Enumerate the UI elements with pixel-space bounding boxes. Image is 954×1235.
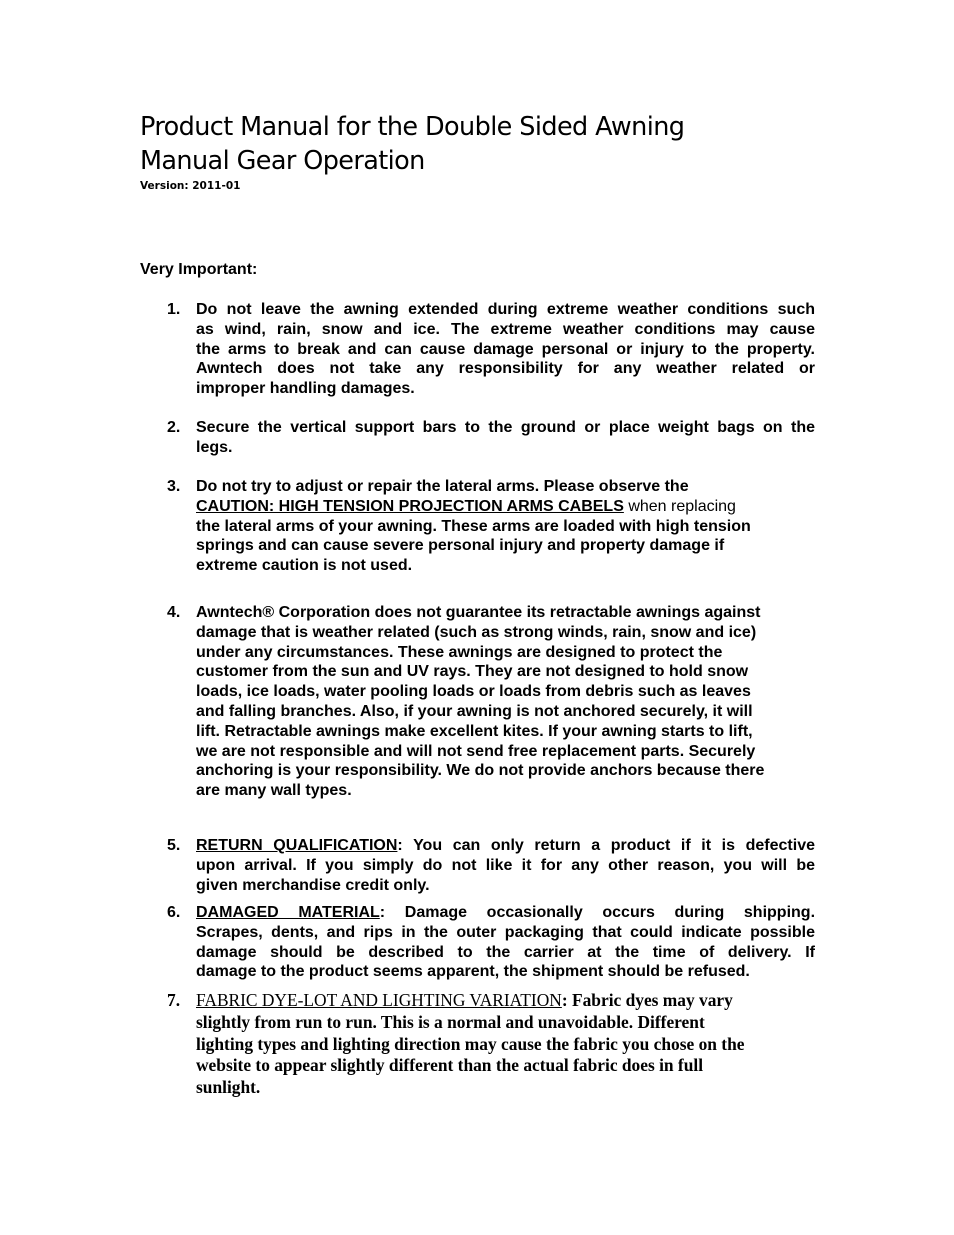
document-title-line-2: Manual Gear Operation [140, 146, 425, 176]
list-item [167, 418, 815, 458]
list-item-text: given merchandise credit only. [196, 876, 430, 894]
return-qualification-label: RETURN QUALIFICATION [196, 837, 398, 854]
list-item-text: legs. [196, 438, 233, 456]
list-item-text: under any circumstances. These awnings are designed to protect the [196, 643, 723, 661]
list-item-text: Do not try to adjust or repair the lateral arms. Please observe the [196, 478, 689, 495]
list-item-text: sunlight. [196, 1077, 261, 1098]
fabric-variation-label: FABRIC DYE-LOT AND LIGHTING VARIATION [196, 990, 562, 1010]
list-item-text: upon arrival. If you simply do not like it for any other reason, you will be [196, 856, 815, 874]
list-item-text [196, 903, 815, 923]
list-item-number: 5. [167, 837, 181, 854]
list-item [167, 477, 815, 576]
list-item-text: as wind, rain, snow and ice. The extreme weather conditions may cause [196, 320, 815, 338]
list-item-number: 3. [167, 478, 181, 495]
list-item-text-rest: : Damage occasionally occurs during shipping. [379, 904, 816, 921]
list-item-text: website to appear slightly different than the actual fabric does in full [196, 1055, 704, 1076]
list-item-text: Do not leave the awning extended during extreme weather conditions such [196, 301, 815, 318]
list-item [167, 603, 815, 801]
list-item-text: are many wall types. [196, 782, 352, 800]
list-item-text: and falling branches. Also, if your awning is not anchored securely, it will [196, 702, 753, 720]
list-item-text: extreme caution is not used. [196, 557, 413, 575]
section-heading: Very Important: [140, 261, 258, 278]
list-item-text: loads, ice loads, water pooling loads or loads from debris such as leaves [196, 683, 751, 701]
list-item-number: 6. [167, 904, 181, 921]
list-item-number: 4. [167, 604, 181, 621]
list-item-text-caution [196, 497, 815, 517]
list-item [167, 903, 815, 982]
list-item [167, 300, 815, 399]
list-item-text: Awntech® Corporation does not guarantee its retractable awnings against [196, 604, 761, 621]
list-item-text: Scrapes, dents, and rips in the outer packaging that could indicate possible [196, 923, 815, 941]
caution-label: CAUTION: HIGH TENSION PROJECTION ARMS CABELS [196, 497, 624, 515]
list-item-text [196, 990, 815, 1012]
list-item-text: damage to the product seems apparent, the shipment should be refused. [196, 963, 750, 981]
list-item-number: 1. [167, 301, 181, 318]
document-title-line-1: Product Manual for the Double Sided Awning [140, 112, 685, 142]
list-item-text: improper handling damages. [196, 380, 415, 398]
version-label: Version: 2011-01 [140, 180, 241, 192]
list-item-text-rest: : You can only return a product if it is defective [397, 837, 815, 854]
list-item-text: slightly from run to run. This is a normal and unavoidable. Different [196, 1011, 705, 1032]
list-item-number: 7. [167, 990, 181, 1010]
damaged-material-label: DAMAGED MATERIAL [196, 904, 380, 921]
list-item-text: lift. Retractable awnings make excellent kites. If your awning starts to lift, [196, 722, 753, 740]
list-item-text: Awntech does not take any responsibility for any weather related or [196, 360, 815, 378]
list-item-number: 2. [167, 419, 181, 436]
list-item-text: Secure the vertical support bars to the ground or place weight bags on the [196, 419, 815, 436]
list-item-text: the lateral arms of your awning. These arms are loaded with high tension [196, 517, 751, 535]
list-item [167, 836, 815, 895]
list-item-text: damage should be described to the carrier at the time of delivery. If [196, 943, 815, 961]
list-item-text: customer from the sun and UV rays. They are not designed to hold snow [196, 663, 749, 681]
caution-text: when replacing [623, 497, 736, 515]
list-item-text: the arms to break and can cause damage personal or injury to the property. [196, 340, 815, 358]
list-item-text: anchoring is your responsibility. We do not provide anchors because there [196, 762, 765, 780]
list-item-text: lighting types and lighting direction may cause the fabric you chose on the [196, 1033, 745, 1054]
list-item-text: springs and can cause severe personal injury and property damage if [196, 537, 725, 555]
list-item-text: we are not responsible and will not send free replacement parts. Securely [196, 742, 756, 760]
list-item [167, 990, 815, 1099]
list-item-text [196, 836, 815, 856]
list-item-text-rest: : Fabric dyes may vary [561, 990, 733, 1010]
list-item-text: damage that is weather related (such as strong winds, rain, snow and ice) [196, 623, 757, 641]
